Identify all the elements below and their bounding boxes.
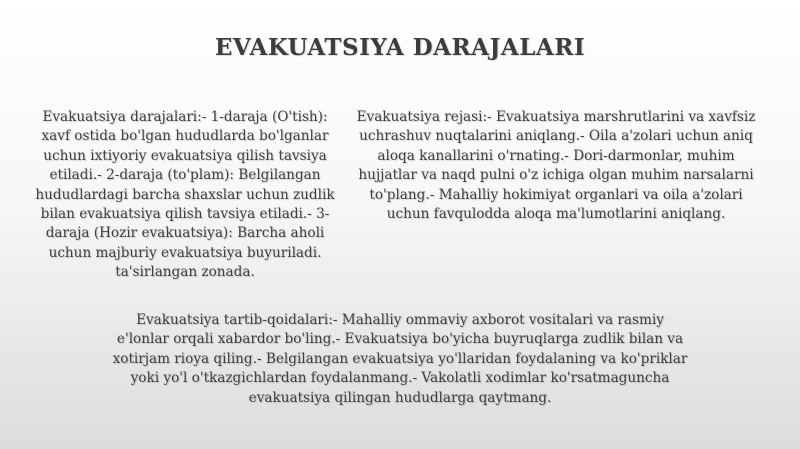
evacuation-procedures-text: Evakuatsiya tartib-qoidalari:- Mahalliy ommaviy axborot vositalari va rasmiy e'lonlar orqali xabardor bo'ling.- Evakuatsiya bo'yicha buyruqlarga zudlik bilan va xotirjam rioya qiling.- Belgilangan evakuatsiya yo'llaridan foydalaning va ko'priklar yoki yo'l o'tkazgichlardan foydalanmang.- Vakolatli xodimlar ko'rsatmaguncha evakuatsiya qilingan hududlarga qaytmang. [112,312,688,406]
evacuation-levels-text: Evakuatsiya darajalari:- 1-daraja (O'tish): xavf ostida bo'lgan hududlarda bo'lganlar uchun ixtiyoriy evakuatsiya qilish tavsiya etiladi.- 2-daraja (to'plam): Belgilangan hududlardagi barcha shaxslar uchun zudlik bilan evakuatsiya qilish tavsiya etiladi.- 3-daraja (Hozir evakuatsiya): Barcha aholi uchun majburiy evakuatsiya buyuriladi. ta'sirlangan zonada. [35,109,335,281]
evacuation-plan-text: Evakuatsiya rejasi:- Evakuatsiya marshrutlarini va xavfsiz uchrashuv nuqtalarini aniqlang.- Oila a'zolari uchun aniq aloqa kanallarini o'rnating.- Dori-darmonlar, muhim hujjatlar va naqd pulni o'z ichiga olgan muhim narsalarni to'plang.- Mahalliy hokimiyat organlari va oila a'zolari uchun favqulodda aloqa ma'lumotlarini aniqlang. [356,109,756,223]
slide-title: EVAKUATSIYA DARAJALARI [214,34,586,61]
